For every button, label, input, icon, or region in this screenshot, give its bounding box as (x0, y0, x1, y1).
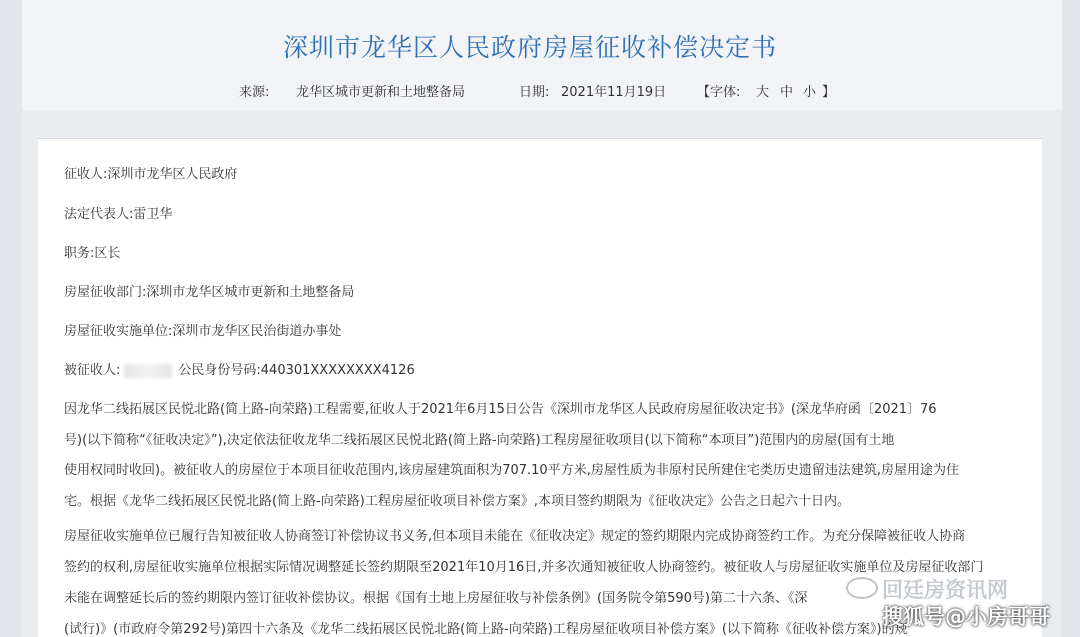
font-medium-link[interactable]: 中 (780, 85, 794, 100)
expropriated-label: 被征收人: (64, 363, 121, 378)
paragraph-2-line: 签约的权利,房屋征收实施单位根据实际情况调整延长签约期限至2021年10月16日,并多次通知被征收人协商签约。被征收人与房屋征收实施单位及房屋征收部门 (64, 560, 984, 575)
legal-rep-line: 法定代表人:雷卫华 (64, 207, 173, 222)
right-margin (1062, 0, 1080, 637)
wechat-logo-icon (846, 577, 878, 599)
position-line: 职务:区长 (64, 246, 121, 261)
left-margin (0, 0, 22, 637)
paragraph-1-line: 宅。根据《龙华二线拓展区民悦北路(简上路-向荣路)工程房屋征收项目补偿方案》,本项目签约期限为《征收决定》公告之日起六十日内。 (64, 494, 850, 509)
font-size-close: 】 (822, 85, 836, 100)
paragraph-1-line: 因龙华二线拓展区民悦北路(简上路-向荣路)工程需要,征收人于2021年6月15日公告《深圳市龙华区人民政府房屋征收决定书》(深龙华府函〔2021〕76 (64, 402, 937, 417)
paragraph-2-line: 房屋征收实施单位已履行告知被征收人协商签订补偿协议书义务,但本项目未能在《征收决定》规定的签约期限内完成协商签约工作。为充分保障被征收人协商 (64, 529, 966, 544)
source-value: 龙华区城市更新和土地整备局 (296, 85, 466, 100)
implementer-line: 房屋征收实施单位:深圳市龙华区民治街道办事处 (64, 324, 342, 339)
paragraph-2-line: (试行)》(市政府令第292号)第四十六条及《龙华二线拓展区民悦北路(简上路-向荣路)工程房屋征收项目补偿方案》(以下简称《征收补偿方案》)的规 (64, 622, 908, 637)
redacted-name (124, 364, 172, 378)
collector-line: 征收人:深圳市龙华区人民政府 (64, 167, 238, 182)
watermark-site: 回廷房资讯网 (882, 578, 1008, 602)
header-divider (38, 138, 1042, 139)
date-label: 日期: (519, 85, 550, 100)
paragraph-1-line: 使用权同时收回)。被征收人的房屋位于本项目征收范围内,该房屋建筑面积为707.10平方米,房屋性质为非原村民所建住宅类历史遗留违法建筑,房屋用途为住 (64, 463, 959, 478)
font-size-label: 【字体: (697, 85, 741, 100)
expropriated-line (64, 359, 415, 378)
date-value: 2021年11月19日 (561, 85, 667, 100)
watermark-author: 搜狐号@小房哥哥 (882, 605, 1050, 629)
paragraph-1-line: 号)(以下简称“《征收决定》”),决定依法征收龙华二线拓展区民悦北路(简上路-向荣路)工程房屋征收项目(以下简称“本项目”)范围内的房屋(国有土地 (64, 433, 895, 448)
page-title: 深圳市龙华区人民政府房屋征收补偿决定书 (282, 33, 777, 62)
id-number: 公民身份号码:440301XXXXXXXX4126 (178, 363, 415, 378)
department-line: 房屋征收部门:深圳市龙华区城市更新和土地整备局 (64, 285, 355, 300)
source-label: 来源: (239, 85, 270, 100)
font-small-link[interactable]: 小 (803, 85, 817, 100)
font-large-link[interactable]: 大 (756, 85, 770, 100)
paragraph-2-line: 未能在调整延长后的签约期限内签订征收补偿协议。根据《国有土地上房屋征收与补偿条例》(国务院令第590号)第二十六条、《深 (64, 591, 808, 606)
